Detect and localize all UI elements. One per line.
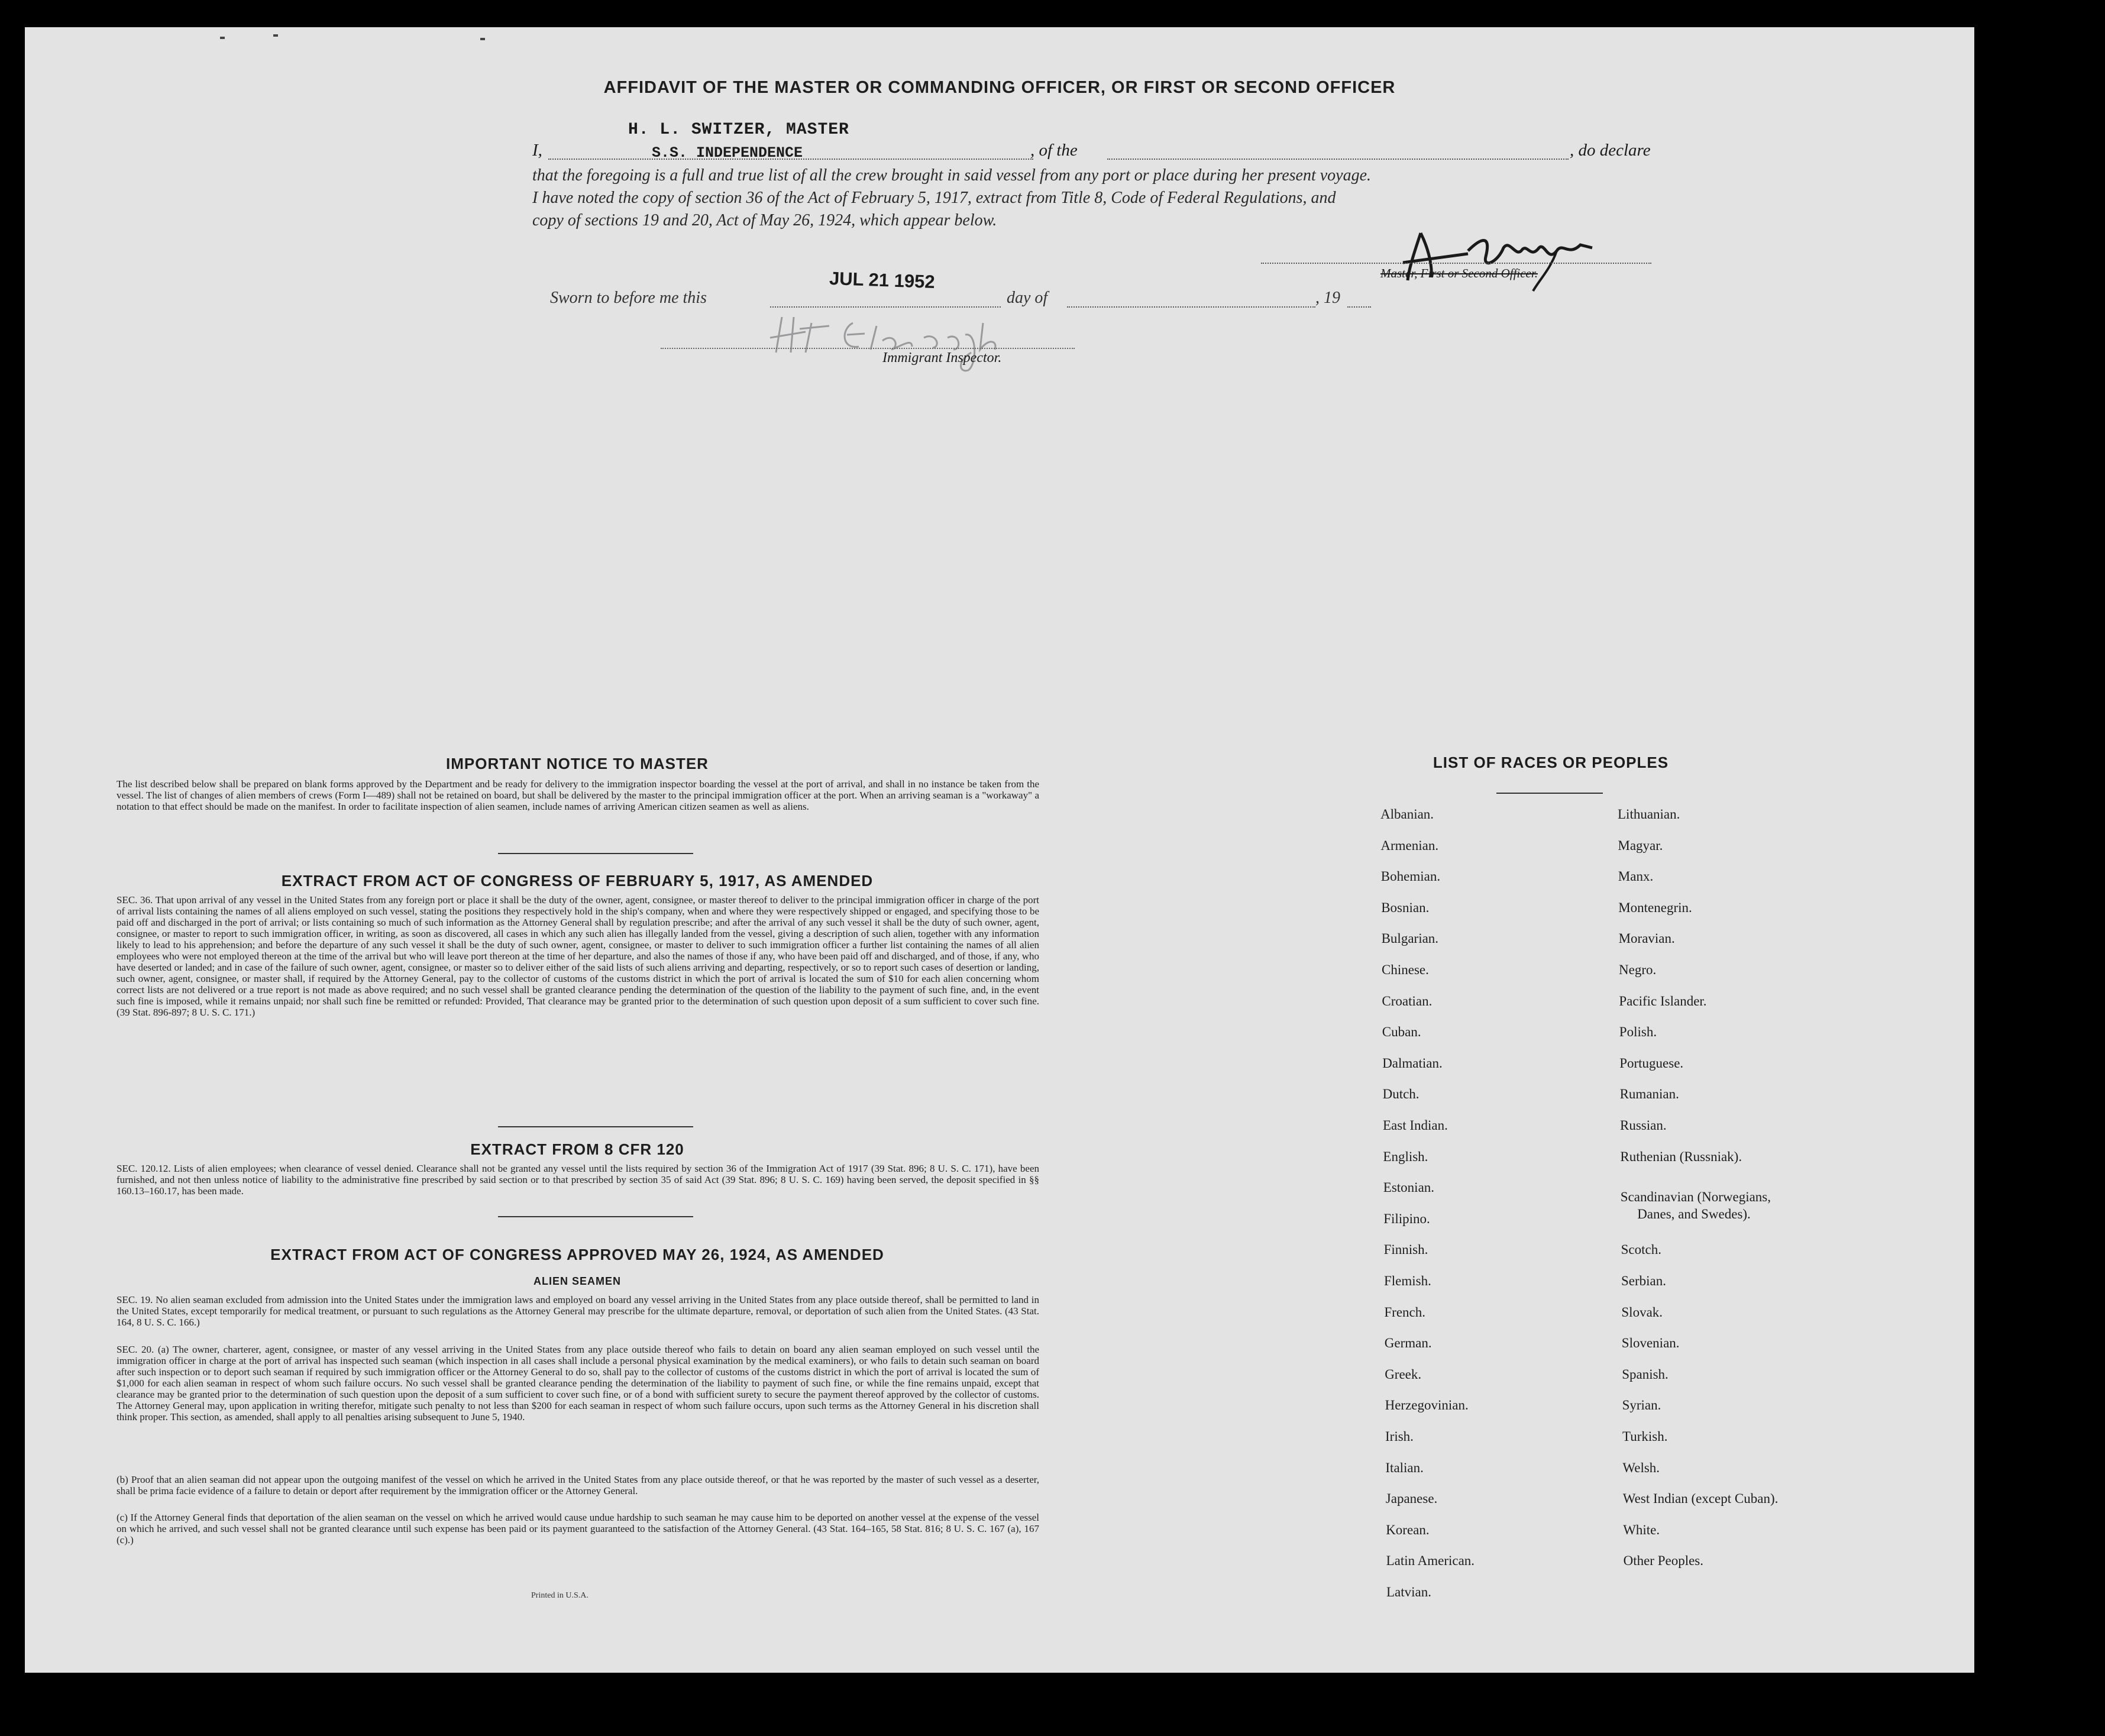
printed-in-usa: Printed in U.S.A.: [531, 1591, 589, 1600]
race-item: Latvian.: [1386, 1585, 1431, 1599]
race-item: Ruthenian (Russniak).: [1620, 1149, 1742, 1164]
race-item: Dutch.: [1382, 1087, 1419, 1102]
race-item: English.: [1383, 1149, 1428, 1164]
sec-20b-text: (b) Proof that an alien seaman did not appear upon the outgoing manifest of the vessel on which he arrived in the United States from any place outside thereof, or that he was reported by the master of such vessel as a deserter, shall be prima facie evidence of a failure to detain or deport after requirement by the immigration officer or the Attorney General.: [117, 1474, 1039, 1496]
race-item: Welsh.: [1622, 1460, 1660, 1475]
race-item: Polish.: [1619, 1024, 1657, 1040]
race-item: Latin American.: [1386, 1553, 1475, 1569]
extract-cfr-title: EXTRACT FROM 8 CFR 120: [470, 1140, 684, 1158]
year-label: , 19: [1315, 289, 1340, 307]
divider: [498, 1216, 693, 1217]
race-item: French.: [1384, 1304, 1426, 1320]
race-item: Albanian.: [1380, 807, 1434, 822]
sworn-label: Sworn to before me this: [550, 289, 707, 307]
race-item: Magyar.: [1618, 838, 1663, 853]
race-item: Armenian.: [1380, 838, 1439, 853]
alien-seamen-subtitle: ALIEN SEAMEN: [533, 1275, 621, 1287]
race-item: Herzegovinian.: [1385, 1398, 1469, 1413]
race-item: Spanish.: [1622, 1366, 1669, 1382]
race-item: Estonian.: [1383, 1180, 1435, 1195]
race-item: Serbian.: [1621, 1273, 1667, 1288]
race-item: Rumanian.: [1619, 1087, 1679, 1102]
inspector-signature-line: [661, 348, 1075, 349]
divider: [498, 853, 693, 854]
extract-1917-text: SEC. 36. That upon arrival of any vessel in the United States from any foreign port or place it shall be the duty of the owner, agent, consignee, or master thereof to deliver to the principal immigration officer in charge of the port of arrival lists containing the names of all aliens employed on such vessel, stating the positions they respectively hold in the ship's company, when and where they were respectively shipped or engaged, and specifying those to be paid off and discharged in the port of arrival; or lists containing so much of such information as the Attorney General shall by regulation prescribe; and after the arrival of any such vessel it shall be the duty of such owner, agent, consignee, or master to report to such immigration officer, in writing, as soon as discovered, all cases in which any such alien has illegally landed from the vessel, giving a description of such alien, together with any information likely to lead to his apprehension; and before the departure of any such vessel it shall be the duty of such owner, agent, consignee, or master to deliver to such immigration officer a further list containing the names of all alien employees who were not employed thereon at the time of the arrival but who will leave port thereon at the time of her departure, and also the names of those if any, who have been paid off and discharged, and of those, if any, who have deserted or landed; and in case of the failure of such owner, agent, consignee, or master so to deliver either of the said lists of such aliens arriving and departing, respectively, or so to report such cases of desertion or landing, such owner, agent, consignee, or master shall, if required by the Attorney General, pay to the collector of customs of the customs district in which the port of arrival is located the sum of $10 for each alien concerning whom correct lists are not delivered or a true report is not made as above required; and no such vessel shall be granted clearance pending the determination of the question of the liability to the payment of such fine, and, in the event such fine is imposed, while it remains unpaid; nor shall such fine be remitted or refunded: Provided, That clearance may be granted prior to the determination of such question upon deposit of a sum sufficient to cover such fine. (39 Stat. 896-897; 8 U. S. C. 171.): [117, 894, 1039, 1018]
race-item: Slovenian.: [1621, 1336, 1680, 1351]
sec-20c-text: (c) If the Attorney General finds that deportation of the alien seaman on the vessel on which he arrived would cause undue hardship to such seaman he may cause him to be deported on another vessel at the expense of the vessel on which he arrived, and such vessel shall not be granted clearance until such expense has been paid or its payment guaranteed to the satisfaction of the Attorney General. (43 Stat. 164–165, 58 Stat. 816; 8 U. S. C. 167 (a), 167 (c).): [117, 1512, 1039, 1546]
race-item: Finnish.: [1383, 1242, 1428, 1257]
inspector-label: Immigrant Inspector.: [882, 350, 1002, 366]
day-of-label: day of: [1007, 289, 1048, 307]
form-page: [25, 27, 1974, 1673]
race-item: Portuguese.: [1619, 1055, 1684, 1071]
race-item: Scotch.: [1621, 1242, 1661, 1257]
race-item: Flemish.: [1384, 1273, 1431, 1288]
race-item: Irish.: [1385, 1429, 1414, 1444]
race-item: Syrian.: [1622, 1398, 1661, 1413]
races-title: LIST OF RACES OR PEOPLES: [1433, 754, 1669, 771]
date-stamp: JUL 21 1952: [829, 267, 936, 293]
race-item: Other Peoples.: [1623, 1553, 1704, 1569]
race-item: Negro.: [1619, 962, 1657, 977]
race-item: Moravian.: [1618, 931, 1675, 946]
sworn-year-blank: [1347, 306, 1371, 308]
sec-19-text: SEC. 19. No alien seaman excluded from admission into the United States under the immigration laws and employed on board any vessel arriving in the United States from any place outside thereof, shall be permitted to land in the United States, except temporarily for medical treatment, or pursuant to such regulations as the Attorney General may prescribe for the ultimate departure, removal, or deportation of such alien from the United States. (43 Stat. 164, 8 U. S. C. 166.): [117, 1294, 1039, 1328]
race-item: Filipino.: [1383, 1211, 1430, 1226]
race-item: Croatian.: [1382, 993, 1433, 1008]
affidavit-line-3: I have noted the copy of section 36 of the Act of February 5, 1917, extract from Title 8, Code of Federal Regulations, and: [532, 189, 1336, 207]
extract-1924-title: EXTRACT FROM ACT OF CONGRESS APPROVED MAY 26, 1924, AS AMENDED: [270, 1246, 884, 1263]
vessel-blank: [1107, 159, 1569, 160]
race-item: Korean.: [1386, 1522, 1430, 1537]
of-the-label: , of the: [1030, 141, 1078, 160]
race-item: Turkish.: [1622, 1429, 1668, 1444]
divider: [1496, 793, 1603, 794]
affidavit-line-4: copy of sections 19 and 20, Act of May 26, 1924, which appear below.: [532, 211, 997, 229]
officer-signature-line: [1261, 263, 1651, 264]
race-item: Chinese.: [1382, 962, 1429, 977]
race-item: Pacific Islander.: [1619, 993, 1707, 1008]
race-item: Cuban.: [1382, 1024, 1421, 1040]
race-item: Dalmatian.: [1382, 1055, 1443, 1071]
typed-vessel-name: S.S. INDEPENDENCE: [652, 144, 803, 161]
race-item: Lithuanian.: [1618, 807, 1680, 822]
extract-cfr-text: SEC. 120.12. Lists of alien employees; when clearance of vessel denied. Clearance shall not be granted any vessel until the lists required by section 36 of the Immigration Act of 1917 (39 Stat. 896; 8 U. S. C. 171), have been furnished, and not then unless notice of liability to the administrative fine prescribed by said section or to that prescribed by section 35 of said Act (39 Stat. 896; 8 U. S. C. 169) having been served, the deposit specified in §§ 160.13–160.17, has been made.: [117, 1163, 1039, 1197]
race-item: Russian.: [1620, 1118, 1667, 1133]
race-item: Scandinavian (Norwegians,: [1620, 1189, 1771, 1204]
race-item: Bulgarian.: [1381, 931, 1439, 946]
race-item: Montenegrin.: [1618, 900, 1692, 915]
race-item: Slovak.: [1621, 1304, 1663, 1320]
affidavit-title: AFFIDAVIT OF THE MASTER OR COMMANDING OFFICER, OR FIRST OR SECOND OFFICER: [603, 78, 1396, 97]
race-item: Greek.: [1385, 1366, 1422, 1382]
sec-20a-text: SEC. 20. (a) The owner, charterer, agent, consignee, or master of any vessel arriving in the United States from any place outside thereof who fails to detain on board any alien seaman employed on such vessel until the immigration officer in charge at the port of arrival has inspected such seaman (which inspection in all cases shall include a personal physical examination by the medical examiners), or who fails to detain such seaman on board after such inspection or to deport such seaman if required by such immigration officer or the Attorney General to do so, shall pay to the collector of customs of the customs district in which the port of arrival is located the sum of $1,000 for each alien seaman in respect of whom such failure occurs. No such vessel shall be granted clearance pending the determination of the liability to payment of such fine, or while the fine remains unpaid, except that clearance may be granted prior to the determination of such question upon the deposit of a sum sufficient to cover such fine, or of a bond with sufficient surety to secure the payment thereof approved by the collector of customs. The Attorney General may, upon application in writing therefor, mitigate such penalty to not less than $200 for each seaman in respect of whom such failure occurs, upon such terms as the Attorney General in his discretion shall think proper. This section, as amended, shall apply to all penalties arising subsequent to June 5, 1940.: [117, 1344, 1039, 1423]
affidavit-line-2: that the foregoing is a full and true list of all the crew brought in said vessel from any port or place during her present voyage.: [532, 166, 1372, 185]
scan-specks: [220, 33, 516, 45]
divider: [498, 1126, 693, 1127]
sworn-month-blank: [1067, 306, 1315, 308]
line-prefix-i: I,: [532, 141, 542, 160]
notice-text: The list described below shall be prepared on blank forms approved by the Department and be ready for delivery to the immigration inspector boarding the vessel at the port of arrival, and shall in no instance be taken from the vessel. The list of changes of alien members of crews (Form I—489) shall not be retained on board, but shall be delivered by the master to the principal immigration officer at the port. When an arriving seaman is a "workaway" a notation to that effect should be made on the manifest. In order to facilitate inspection of alien seamen, include names of arriving American citizen seamen as well as aliens.: [117, 778, 1039, 812]
race-item: Bosnian.: [1381, 900, 1430, 915]
race-item: Japanese.: [1385, 1491, 1438, 1507]
race-item: White.: [1623, 1522, 1660, 1537]
race-item: West Indian (except Cuban).: [1622, 1491, 1779, 1507]
typed-master-name: H. L. SWITZER, MASTER: [628, 121, 849, 139]
notice-title: IMPORTANT NOTICE TO MASTER: [446, 755, 709, 772]
race-item: Italian.: [1385, 1460, 1424, 1475]
officer-label: Master, First or Second Officer.: [1380, 266, 1538, 280]
race-item: East Indian.: [1383, 1118, 1448, 1133]
extract-1917-title: EXTRACT FROM ACT OF CONGRESS OF FEBRUARY 5, 1917, AS AMENDED: [281, 872, 874, 890]
do-declare-label: , do declare: [1570, 141, 1651, 160]
race-item: Danes, and Swedes).: [1637, 1206, 1751, 1221]
race-item: Bohemian.: [1380, 869, 1441, 884]
race-item: Manx.: [1618, 869, 1654, 884]
race-item: German.: [1384, 1336, 1432, 1351]
